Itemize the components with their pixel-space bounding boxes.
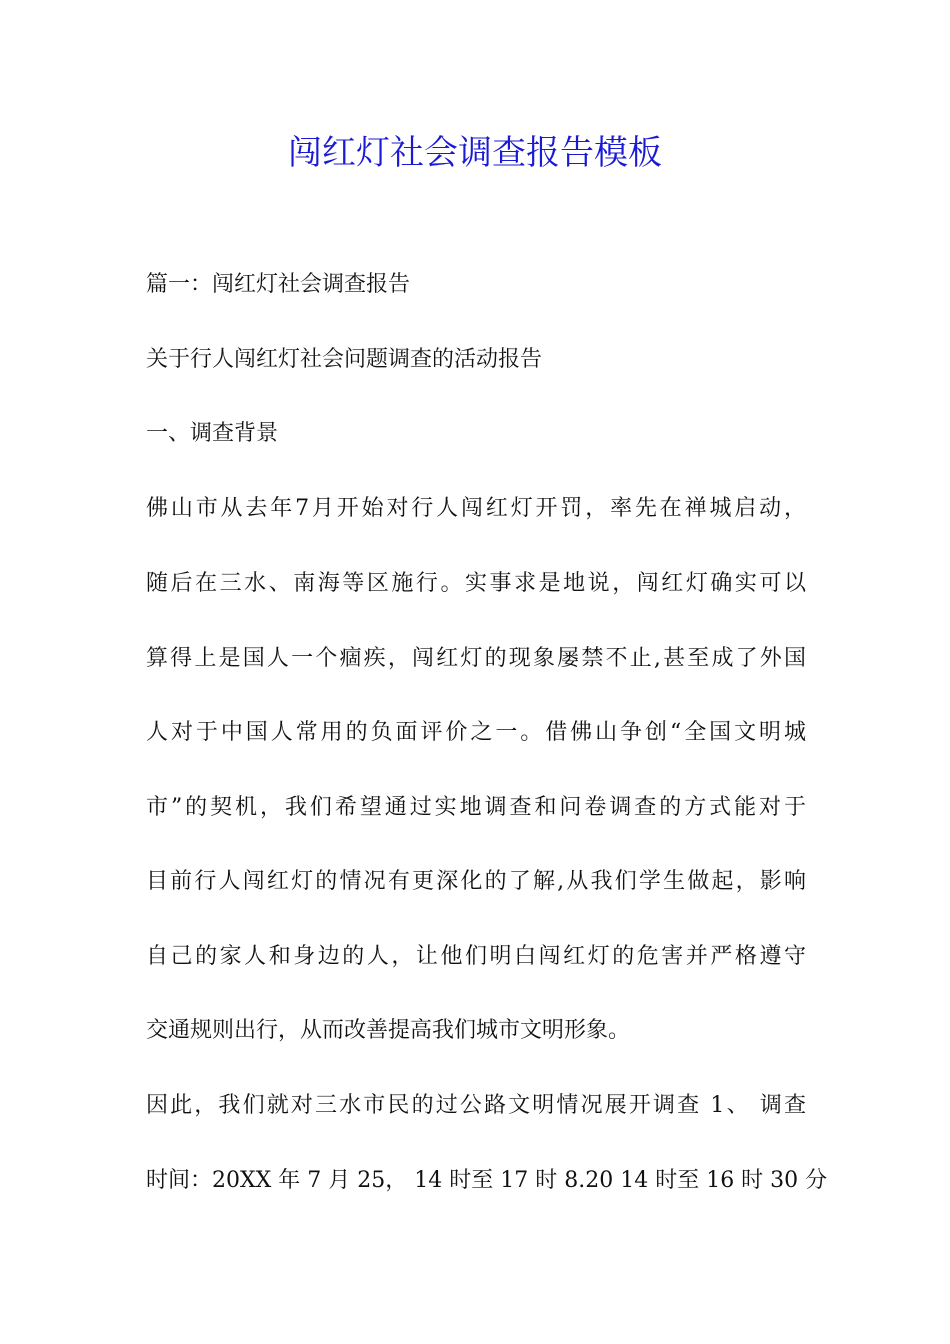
paragraph-line: 因此，我们就对三水市民的过公路文明情况展开调查 1、 调查 bbox=[146, 1093, 806, 1118]
paragraph-line: 人对于中国人常用的负面评价之一。借佛山争创“全国文明城 bbox=[146, 720, 806, 745]
paragraph-line: 市”的契机，我们希望通过实地调查和问卷调查的方式能对于 bbox=[146, 795, 806, 820]
paragraph-line: 随后在三水、南海等区施行。实事求是地说，闯红灯确实可以 bbox=[146, 571, 806, 596]
paragraph-line: 目前行人闯红灯的情况有更深化的了解,从我们学生做起，影响 bbox=[146, 869, 806, 894]
paragraph-line: 自己的家人和身边的人，让他们明白闯红灯的危害并严格遵守 bbox=[146, 944, 806, 969]
paragraph-line: 交通规则出行，从而改善提高我们城市文明形象。 bbox=[146, 1018, 631, 1043]
heading-chapter-one: 篇一：闯红灯社会调查报告 bbox=[146, 272, 411, 297]
paragraph-line: 算得上是国人一个痼疾，闯红灯的现象屡禁不止,甚至成了外国 bbox=[146, 646, 806, 671]
section-heading-background: 一、调查背景 bbox=[146, 421, 279, 446]
document-title: 闯红灯社会调查报告模板 bbox=[288, 133, 662, 173]
paragraph-line: 佛山市从去年7月开始对行人闯红灯开罚，率先在禅城启动， bbox=[146, 496, 806, 521]
paragraph-line: 时间：20XX 年 7 月 25， 14 时至 17 时 8.20 14 时至 16 时 30 分 bbox=[146, 1168, 828, 1193]
heading-report-title: 关于行人闯红灯社会问题调查的活动报告 bbox=[146, 347, 543, 372]
